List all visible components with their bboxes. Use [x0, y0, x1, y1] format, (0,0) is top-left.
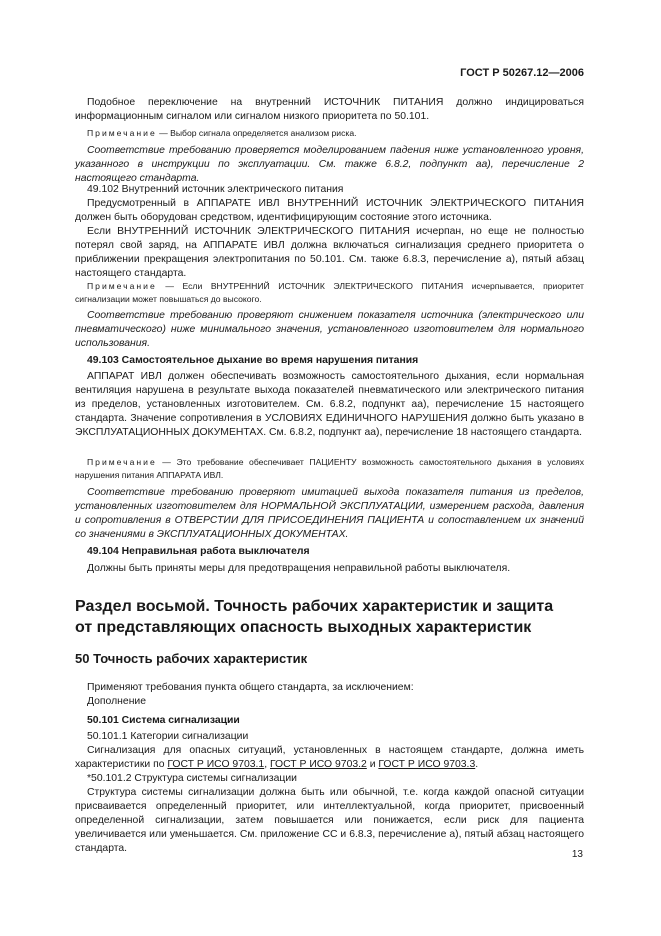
clause-50-101-1-heading: 50.101.1 Категории сигнализации — [87, 731, 249, 742]
clause-50-101-heading: 50.101 Система сигнализации — [87, 715, 240, 726]
paragraph-alarm-structure: Структура системы сигнализации должна быть или обычной, т.е. когда каждой опасной ситуации присваивается определенный приоритет, или интеллектуальной, когда приоритет, присвоенный определенной сигнализации, затем повышается или понижается, если риск для пациента увеличивается или уменьшается. См. приложение СС и 6.8.3, перечисление а), пятый абзац настоящего стандарта. — [75, 787, 584, 854]
paragraph-power-switch: Подобное переключение на внутренний ИСТОЧНИК ПИТАНИЯ должно индицироваться информационным сигналом или сигналом низкого приоритета по 50.101. — [75, 97, 584, 122]
document-id: ГОСТ Р 50267.12—2006 — [460, 67, 584, 79]
link-gost-9703-3[interactable]: ГОСТ Р ИСО 9703.3 — [378, 759, 476, 770]
paragraph-source-exhausted: Если ВНУТРЕННИЙ ИСТОЧНИК ЭЛЕКТРИЧЕСКОГО ПИТАНИЯ исчерпан, но еще не полностью потерял свой заряд, на АППАРАТЕ ИВЛ должна включаться сигнализация среднего приоритета о приближении прекращения электропитания по 50.101. См. также 6.8.3, перечисление а), пятый абзац настоящего стандарта. — [75, 226, 584, 279]
paragraph-spontaneous-breathing: АППАРАТ ИВЛ должен обеспечивать возможность самостоятельного дыхания, если нормальная вентиляция нарушена в результате выхода показателей пневматического или электрического питания из пределов, установленных изготовителем. См. 6.8.2, подпункт аа), перечисление 15 настоящего стандарта. Значение сопротивления в УСЛОВИЯХ ЕДИНИЧНОГО НАРУШЕНИЯ должно быть указано в ЭКСПЛУАТАЦИОННЫХ ДОКУМЕНТАХ. См. 6.8.2, подпункт аа), перечисление 18 настоящего стандарта. — [75, 371, 584, 438]
paragraph-addition: Дополнение — [87, 696, 147, 707]
paragraph-internal-source: Предусмотренный в АППАРАТЕ ИВЛ ВНУТРЕННИЙ ИСТОЧНИК ЭЛЕКТРИЧЕСКОГО ПИТАНИЯ должен быть оборудован средством, идентифицирующим состояние этого источника. — [75, 198, 584, 223]
clause-50-101-2-heading: *50.101.2 Структура системы сигнализации — [87, 773, 297, 784]
link-gost-9703-1[interactable]: ГОСТ Р ИСО 9703.1 — [167, 759, 265, 770]
compliance-drop-model: Соответствие требованию проверяется моделированием падения ниже установленного уровня, указанного в инструкции по эксплуатации. См. также 6.8.2, подпункт аа), перечисление 2 настоящего стандарта. — [75, 145, 584, 184]
clause-49-102-heading: 49.102 Внутренний источник электрического питания — [87, 184, 344, 195]
section-eight-title: Раздел восьмой. Точность рабочих характеристик и защита от представляющих опасность выходных характеристик — [75, 598, 554, 636]
chapter-50-heading: 50 Точность рабочих характеристик — [75, 651, 308, 666]
page-number: 13 — [571, 849, 583, 860]
note-signal-choice: Примечание — Выбор сигнала определяется анализом риска. — [87, 128, 357, 138]
paragraph-alarm-categories: Сигнализация для опасных ситуаций, установленных в настоящем стандарте, должна иметь характеристики по ГОСТ Р ИСО 9703.1, ГОСТ Р ИСО 9703.2 и ГОСТ Р ИСО 9703.3. — [75, 745, 584, 770]
paragraph-general-requirements: Применяют требования пункта общего стандарта, за исключением: — [87, 682, 414, 693]
clause-49-103-heading: 49.103 Самостоятельное дыхание во время нарушения питания — [87, 355, 419, 366]
note-spontaneous-breathing: Примечание — Это требование обеспечивает ПАЦИЕНТУ возможность самостоятельного дыхания в условиях нарушения питания АППАРАТА ИВЛ. — [75, 457, 584, 480]
compliance-simulation: Соответствие требованию проверяют имитацией выхода показателя питания из пределов, установленных изготовителем для НОРМАЛЬНОЙ ЭКСПЛУАТАЦИИ, измерением расхода, давления и сопротивления в ОТВЕРСТИИ ДЛЯ ПРИСОЕДИНЕНИЯ ПАЦИЕНТА и сопоставлением их значений со значениями в ЭКСПЛУАТАЦИОННЫХ ДОКУМЕНТАХ. — [75, 487, 584, 540]
compliance-source-reduction: Соответствие требованию проверяют снижением показателя источника (электрического или пневматического) ниже минимального значения, установленного изготовителем для нормального использования. — [75, 310, 584, 349]
note-priority-increase: Примечание — Если ВНУТРЕННИЙ ИСТОЧНИК ЭЛЕКТРИЧЕСКОГО ПИТАНИЯ исчерпывается, приоритет сигнализации может повышаться до высокого. — [75, 281, 584, 304]
paragraph-switch-misuse: Должны быть приняты меры для предотвращения неправильной работы выключателя. — [87, 563, 511, 574]
link-gost-9703-2[interactable]: ГОСТ Р ИСО 9703.2 — [269, 759, 367, 770]
clause-49-104-heading: 49.104 Неправильная работа выключателя — [87, 546, 310, 557]
